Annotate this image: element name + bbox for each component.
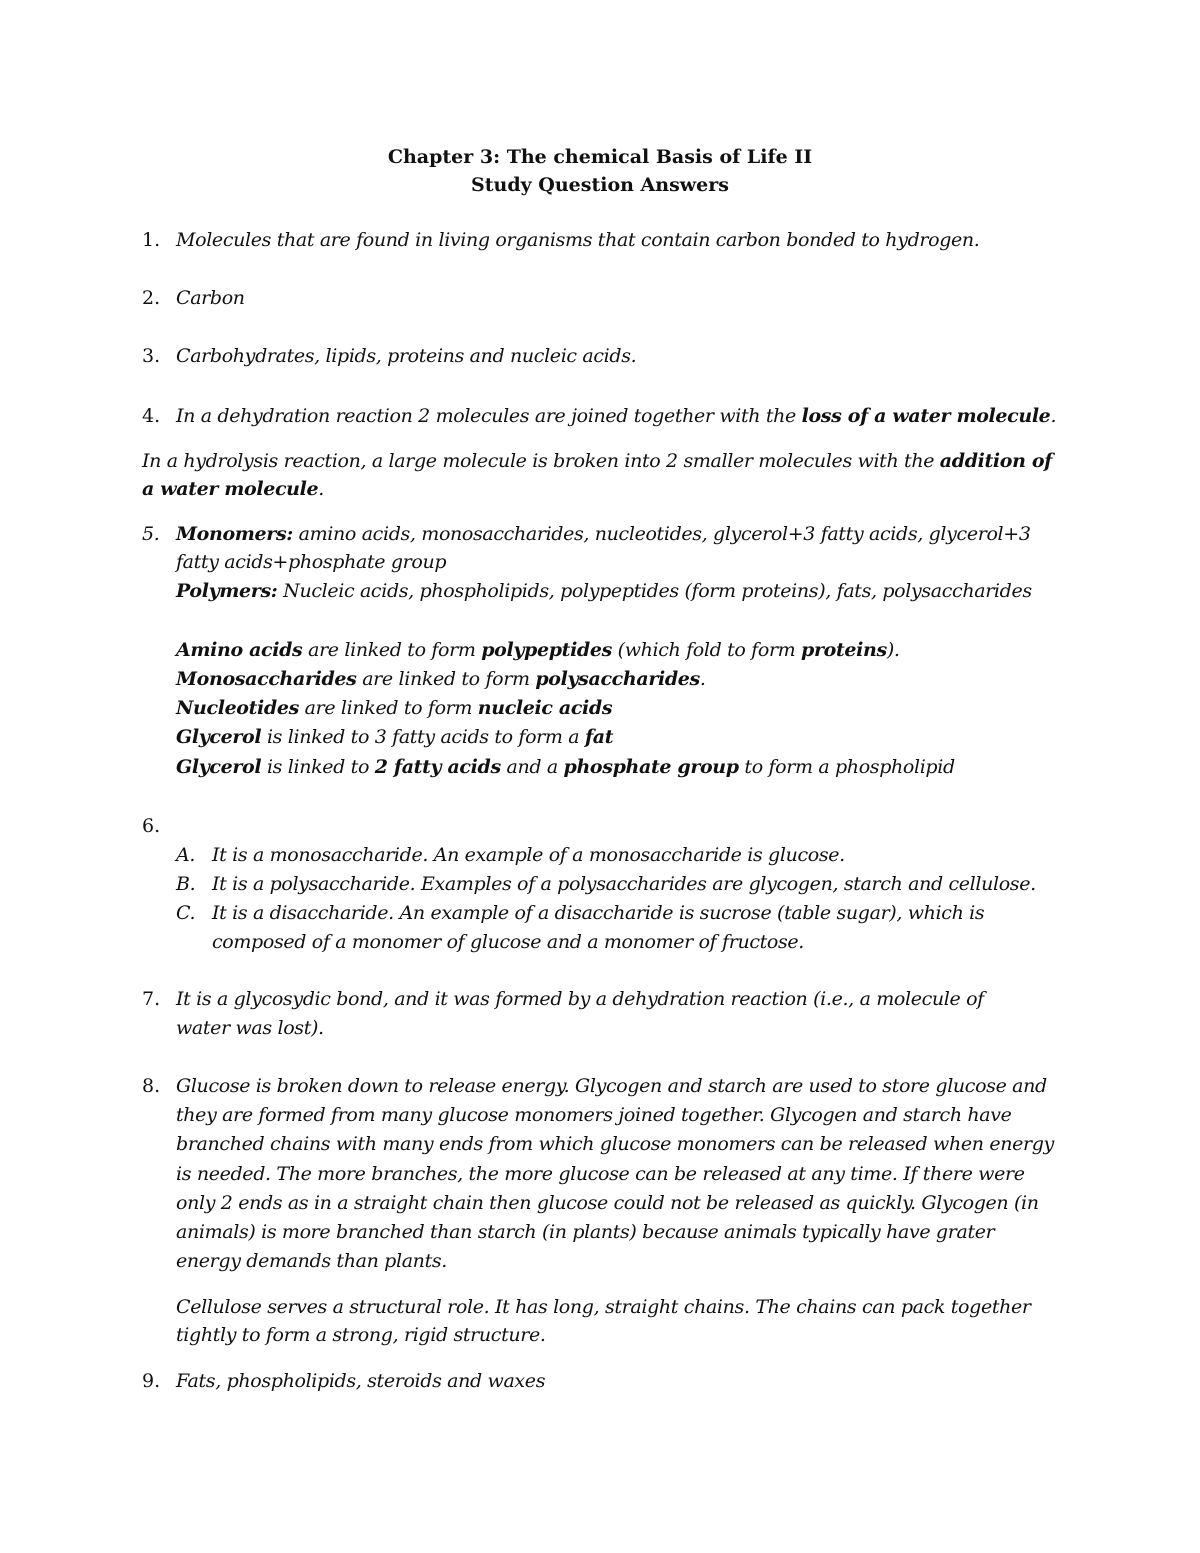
item-c-letter: C. [176, 902, 196, 924]
item-c-text-2: composed of a monomer of glucose and a monomer of fructose. [212, 931, 804, 953]
text: . [699, 668, 706, 690]
text: and a [500, 756, 564, 778]
hydrolysis-period: . [318, 478, 324, 500]
page-subtitle: Study Question Answers [471, 174, 729, 196]
dehydration-emphasis: loss of a water molecule [801, 405, 1051, 427]
answer-7-number: 7. [142, 988, 161, 1010]
answer-3-text: Carbohydrates, lipids, proteins and nucleic acids. [176, 345, 637, 367]
hydrolysis-emphasis-cont: a water molecule [142, 478, 319, 500]
item-a-text: It is a monosaccharide. An example of a monosaccharide is glucose. [212, 844, 845, 866]
answer-4-line-3 [142, 474, 324, 504]
answer-8-line: branched chains with many ends from which glucose monomers can be released when energy [176, 1133, 1054, 1155]
term: nucleic acids [477, 697, 613, 719]
item-b-text: It is a polysaccharide. Examples of a polysaccharides are glycogen, starch and cellulose. [212, 873, 1036, 895]
answer-8-line: Glucose is broken down to release energy. Glycogen and starch are used to store glucose and [176, 1075, 1047, 1097]
answer-8-number: 8. [142, 1075, 161, 1097]
hydrolysis-text: In a hydrolysis reaction, a large molecule is broken into 2 smaller molecules with the [142, 450, 940, 472]
term: proteins [801, 639, 887, 661]
text: are linked to form [298, 697, 478, 719]
term: 2 fatty acids [374, 756, 501, 778]
monomers-label: Monomers: [176, 523, 293, 545]
answer-3-number: 3. [142, 345, 161, 367]
polymers-line [176, 576, 1032, 606]
answer-9-number: 9. [142, 1370, 161, 1392]
answer-8-para2-line: tightly to form a strong, rigid structure. [176, 1324, 546, 1346]
answer-4-line-1 [176, 401, 1056, 431]
term: Glycerol [176, 756, 262, 778]
answer-8-line: only 2 ends as in a straight chain then glucose could not be released as quickly. Glycogen (in [176, 1192, 1039, 1214]
item-c-text-1: It is a disaccharide. An example of a disaccharide is sucrose (table sugar), which is [212, 902, 985, 924]
dehydration-period: . [1050, 405, 1057, 427]
answer-4-line-2 [142, 446, 1052, 476]
term: Amino acids [176, 639, 303, 661]
text: is linked to 3 fatty acids to form a [261, 726, 585, 748]
term: polypeptides [481, 639, 612, 661]
text: is linked to [261, 756, 375, 778]
monomers-line-2: fatty acids+phosphate group [176, 551, 447, 573]
term: Glycerol [176, 726, 262, 748]
linkage-line-3 [176, 693, 612, 723]
answer-1-text: Molecules that are found in living organisms that contain carbon bonded to hydrogen. [176, 229, 980, 251]
answer-2-text: Carbon [176, 287, 245, 309]
answer-5-number: 5. [142, 523, 160, 545]
text: to form a phospholipid [738, 756, 955, 778]
answer-7-text-2: water was lost). [176, 1017, 324, 1039]
item-a-letter: A. [176, 844, 196, 866]
dehydration-text: In a dehydration reaction 2 molecules are joined together with the [176, 405, 802, 427]
term: polysaccharides [535, 668, 700, 690]
text: (which fold to form [611, 639, 802, 661]
monomers-text: amino acids, monosaccharides, nucleotides, glycerol+3 fatty acids, glycerol+3 [292, 523, 1031, 545]
linkage-line-1 [176, 635, 900, 665]
term: Nucleotides [176, 697, 299, 719]
answer-2-number: 2. [142, 287, 161, 309]
term: Monosaccharides [176, 668, 357, 690]
answer-8-line: animals) is more branched than starch (in plants) because animals typically have grater [176, 1221, 995, 1243]
page-title: Chapter 3: The chemical Basis of Life II [387, 146, 813, 168]
polymers-label: Polymers: [176, 580, 278, 602]
linkage-line-2 [176, 664, 706, 694]
answer-8-line: they are formed from many glucose monomers joined together. Glycogen and starch have [176, 1104, 1012, 1126]
term: fat [584, 726, 614, 748]
answer-4-number: 4. [142, 405, 161, 427]
answer-8-para2-line: Cellulose serves a structural role. It has long, straight chains. The chains can pack together [176, 1296, 1031, 1318]
term: phosphate group [563, 756, 739, 778]
linkage-line-5 [176, 752, 955, 782]
answer-8-line: is needed. The more branches, the more glucose can be released at any time. If there were [176, 1163, 1025, 1185]
hydrolysis-emphasis: addition of [939, 450, 1052, 472]
answer-8-line: energy demands than plants. [176, 1250, 447, 1272]
text: are linked to form [356, 668, 536, 690]
answer-1-number: 1. [142, 229, 161, 251]
answer-7-text-1: It is a glycosydic bond, and it was formed by a dehydration reaction (i.e., a molecule of [176, 988, 984, 1010]
polymers-text: Nucleic acids, phospholipids, polypeptides (form proteins), fats, polysaccharides [277, 580, 1032, 602]
answer-6-number: 6. [142, 815, 161, 837]
text: ). [886, 639, 900, 661]
text: are linked to form [302, 639, 482, 661]
item-b-letter: B. [176, 873, 196, 895]
monomers-line-1 [176, 519, 1031, 549]
linkage-line-4 [176, 722, 613, 752]
answer-9-text: Fats, phospholipids, steroids and waxes [176, 1370, 546, 1392]
